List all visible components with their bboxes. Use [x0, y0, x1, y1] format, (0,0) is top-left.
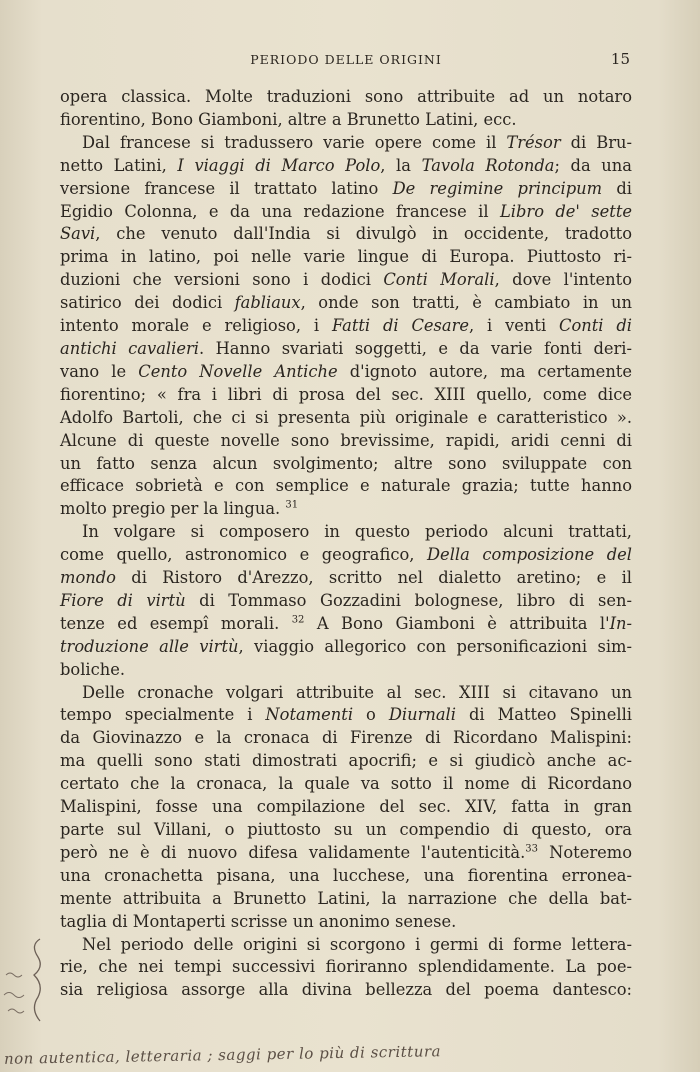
text-line [60, 888, 632, 911]
italic-title: Fiore di virtù [60, 590, 186, 610]
text-line [60, 201, 632, 224]
italic-title: Diurnali [388, 705, 456, 725]
text-line [60, 979, 632, 1002]
text-line [60, 613, 632, 636]
text-run: Dal francese si tradussero varie opere come il [82, 132, 507, 152]
paragraph [60, 682, 632, 934]
text-line [60, 727, 632, 750]
text-run: duzioni che versioni sono i dodici [60, 270, 384, 290]
text-run: boliche. [60, 659, 126, 679]
text-run: Delle cronache volgari attribuite al sec. XIII si citavano un [82, 682, 632, 702]
text-run: ; da una [554, 155, 632, 175]
text-line [60, 338, 632, 361]
text-line [60, 704, 632, 727]
text-run: d'ignoto autore, ma certamente [337, 361, 632, 381]
text-run: Alcune di queste novelle sono brevissime, rapidi, aridi cenni di [60, 430, 632, 450]
running-head [60, 50, 632, 70]
italic-title: Conti di [559, 316, 632, 336]
italic-title: In- [609, 613, 632, 633]
text-run: opera classica. Molte traduzioni sono attribuite ad un notaro [60, 87, 632, 106]
handwritten-note-text: non autentica, letteraria ; saggi per lo più di scrittura [3, 1042, 442, 1068]
text-run: fiorentino, Bono Giamboni, altre a Brunetto Latini, ecc. [60, 109, 517, 129]
text-run: , che venuto dall'India si divulgò in occidente, tradotto [95, 224, 632, 244]
text-run: efficace sobrietà e con semplice e naturale grazia; tutte hanno [60, 476, 632, 496]
italic-title: mondo [60, 568, 116, 588]
text-run: satirico dei dodici [60, 293, 235, 313]
paragraph [60, 934, 632, 1003]
italic-title: De regimine principum [392, 178, 603, 198]
text-run: Malispini, fosse una compilazione del sec. XIV, fatta in gran [60, 797, 632, 817]
italic-title: Savi [60, 224, 96, 244]
text-line [60, 590, 632, 613]
italic-title: Conti Morali [383, 270, 495, 290]
text-line [60, 544, 632, 567]
text-line [60, 223, 632, 246]
running-title: PERIODO DELLE ORIGINI [250, 52, 442, 67]
text-run: rie, che nei tempi successivi fioriranno splendidamente. La poe- [60, 957, 632, 977]
text-line [60, 934, 632, 957]
text-run: però ne è di nuovo difesa validamente l'autenticità. [60, 842, 526, 862]
text-line [60, 750, 632, 773]
text-line [60, 796, 632, 819]
page-number: 15 [610, 50, 630, 68]
paragraph [60, 86, 632, 132]
text-run: certato che la cronaca, la quale va sotto il nome di Ricordano [60, 774, 632, 794]
text-line [60, 178, 632, 201]
text-run: versione francese il trattato latino [60, 178, 393, 198]
text-line [60, 659, 632, 682]
text-line [60, 567, 632, 590]
margin-bracket-annotation [0, 935, 50, 1025]
text-line [60, 407, 632, 430]
text-run: fiorentino; « fra i libri di prosa del sec. XIII quello, come dice [60, 384, 632, 404]
text-line [60, 315, 632, 338]
text-line [60, 292, 632, 315]
italic-title: Cento Novelle Antiche [138, 361, 338, 381]
paragraph [60, 132, 632, 521]
text-run: molto pregio per la lingua. [60, 499, 286, 519]
text-line [60, 682, 632, 705]
text-line [60, 384, 632, 407]
text-run: netto Latini, [60, 155, 178, 175]
italic-title: Tavola Rotonda [421, 155, 555, 175]
italic-title: troduzione alle virtù [60, 636, 239, 656]
text-run: , dove l'intento [494, 270, 632, 290]
text-line [60, 475, 632, 498]
italic-title: Trésor [506, 132, 561, 152]
text-line [60, 865, 632, 888]
text-run: Adolfo Bartoli, che ci si presenta più originale e caratteristico ». [60, 407, 632, 427]
text-run: sia religiosa assorge alla divina bellezza del poema dantesco: [60, 980, 632, 1000]
text-run: di Tommaso Gozzadini bolognese, libro di sen- [185, 590, 633, 610]
text-run: Nel periodo delle origini si scorgono i germi di forme lettera- [82, 934, 632, 954]
text-run: parte sul Villani, o piuttosto su un compendio di questo, ora [60, 820, 632, 839]
text-run: taglia di Montaperti scrisse un anonimo senese. [60, 911, 457, 931]
text-run: . Hanno svariati soggetti, e da varie fonti deri- [198, 338, 632, 358]
text-line [60, 911, 632, 934]
footnote-ref: 31 [285, 499, 299, 511]
text-run: mente attribuita a Brunetto Latini, la narrazione che della bat- [60, 888, 632, 908]
text-line [60, 521, 632, 544]
text-run: di Bru- [560, 132, 632, 152]
text-line [60, 109, 632, 132]
text-line [60, 361, 632, 384]
handwritten-note [0, 1040, 560, 1070]
body-text [60, 86, 632, 1002]
footnote-ref: 33 [525, 843, 538, 855]
text-run: di Matteo Spinelli [455, 705, 632, 725]
text-run: , onde son tratti, è cambiato in un [300, 293, 632, 313]
text-run: intento morale e religioso, i [60, 316, 332, 336]
text-line [60, 430, 632, 453]
text-line [60, 132, 632, 155]
text-run: prima in latino, poi nelle varie lingue di Europa. Piuttosto ri- [60, 247, 632, 267]
italic-title: Notamenti [265, 705, 354, 725]
footnote-ref: 32 [291, 614, 305, 626]
text-line [60, 636, 632, 659]
text-run: tenze ed esempî morali. [60, 613, 292, 633]
paragraph [60, 521, 632, 681]
italic-title: Della composizione del [427, 545, 632, 565]
text-run: di [602, 178, 632, 198]
text-run: Noteremo [538, 842, 633, 862]
text-run: o [353, 705, 389, 725]
text-run: Egidio Colonna, e da una redazione francese il [60, 201, 500, 221]
text-run: da Giovinazzo e la cronaca di Firenze di Ricordano Malispini: [60, 728, 632, 748]
text-line [60, 453, 632, 476]
text-run: un fatto senza alcun svolgimento; altre sono sviluppate con [60, 453, 632, 473]
text-line [60, 842, 632, 865]
text-run: una cronachetta pisana, una lucchese, una fiorentina erronea- [60, 865, 632, 885]
text-line [60, 155, 632, 178]
text-run: di Ristoro d'Arezzo, scritto nel dialetto aretino; e il [115, 568, 632, 588]
text-run: , la [380, 155, 422, 175]
text-run: tempo specialmente i [60, 705, 266, 725]
text-line [60, 269, 632, 292]
text-line [60, 86, 632, 109]
italic-title: antichi cavalieri [60, 338, 199, 358]
text-run: A Bono Giamboni è attribuita l' [304, 613, 610, 633]
text-line [60, 773, 632, 796]
italic-title: Fatti di Cesare [331, 316, 470, 336]
italic-title: I viaggi di Marco Polo [177, 155, 381, 175]
text-run: , viaggio allegorico con personificazioni sim- [238, 636, 632, 656]
text-run: ma quelli sono stati dimostrati apocrifi; e si giudicò anche ac- [60, 751, 632, 771]
text-line [60, 498, 632, 521]
text-run: In volgare si composero in questo periodo alcuni trattati, [82, 522, 632, 542]
text-run: , i venti [469, 316, 560, 336]
italic-title: fabliaux [234, 293, 301, 313]
text-line [60, 956, 632, 979]
text-run: come quello, astronomico e geografico, [60, 545, 427, 565]
text-run: vano le [60, 361, 139, 381]
italic-title: Libro de' sette [499, 201, 632, 221]
text-line [60, 246, 632, 269]
text-line [60, 819, 632, 842]
